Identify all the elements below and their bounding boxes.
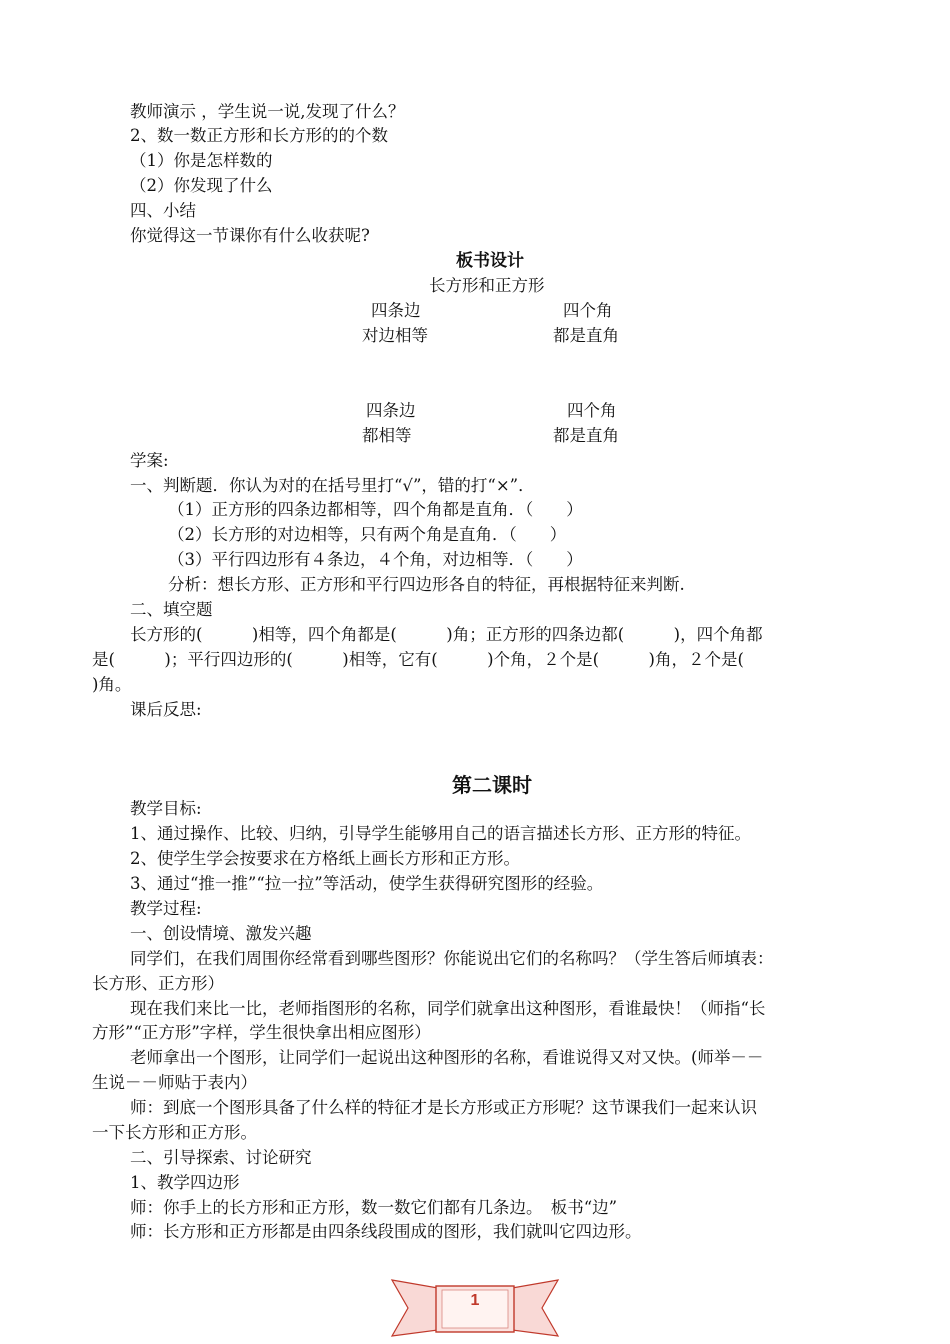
board-text: 都是直角 [553, 426, 619, 445]
process-label: 教学过程: [130, 899, 202, 918]
fill-blank-text: 长方形的( )相等，四个角都是( )角；正方形的四条边都( )，四个角都 [130, 625, 763, 644]
board-design-title: 板书设计 [456, 251, 524, 271]
question-item: （2）长方形的对边相等，只有两个角是直角．（ ） [168, 525, 567, 544]
paragraph-line: 长方形、正方形） [92, 974, 224, 993]
board-text: 都是直角 [553, 326, 619, 345]
worksheet-label: 学案: [130, 451, 169, 470]
goal-item: 1、通过操作、比较、归纳，引导学生能够用自己的语言描述长方形、正方形的特征。 [130, 824, 751, 843]
fill-blank-text: )角。 [92, 675, 132, 694]
subsection-heading: 1、教学四边形 [130, 1173, 240, 1192]
paragraph-line: 现在我们来比一比，老师指图形的名称，同学们就拿出这种图形，看谁最快！（师指“长 [130, 999, 766, 1018]
question-item: （1）正方形的四条边都相等，四个角都是直角．（ ） [168, 500, 583, 519]
goals-label: 教学目标: [130, 799, 202, 818]
text-line: 2、数一数正方形和长方形的的个数 [130, 126, 388, 145]
section-heading: 一、创设情境、激发兴趣 [130, 924, 312, 943]
reflection-label: 课后反思: [130, 700, 202, 719]
board-main-text: 长方形和正方形 [429, 276, 545, 295]
text-line: 教师演示 ，学生说一说,发现了什么？ [130, 102, 405, 121]
paragraph-line: 方形”“正方形”字样，学生很快拿出相应图形） [92, 1023, 431, 1042]
board-text: 四个角 [567, 401, 617, 420]
section-heading: 四、小结 [130, 201, 196, 220]
paragraph-line: 师：到底一个图形具备了什么样的特征才是长方形或正方形呢？这节课我们一起来认识 [130, 1098, 757, 1117]
goal-item: 2、使学生学会按要求在方格纸上画长方形和正方形。 [130, 849, 520, 868]
goal-item: 3、通过“推一推”“拉一拉”等活动，使学生获得研究图形的经验。 [130, 874, 604, 893]
board-text: 都相等 [362, 426, 412, 445]
paragraph-line: 师：长方形和正方形都是由四条线段围成的图形，我们就叫它四边形。 [130, 1222, 642, 1241]
paragraph-line: 生说－－师贴于表内） [92, 1073, 257, 1092]
board-text: 对边相等 [362, 326, 428, 345]
text-line: 你觉得这一节课你有什么收获呢? [130, 226, 370, 245]
lesson-title: 第二课时 [452, 773, 532, 797]
section-heading: 二、引导探索、讨论研究 [130, 1148, 312, 1167]
fill-blank-text: 是( )；平行四边形的( )相等，它有( )个角，２个是( )角，２个是( [92, 650, 744, 669]
question-title: 二、填空题 [130, 600, 213, 619]
question-item: （3）平行四边形有４条边，４个角，对边相等．（ ） [168, 550, 583, 569]
paragraph-line: 老师拿出一个图形，让同学们一起说出这种图形的名称，看谁说得又对又快。(师举－－ [130, 1048, 764, 1067]
paragraph-line: 一下长方形和正方形。 [92, 1123, 257, 1142]
paragraph-line: 师：你手上的长方形和正方形，数一数它们都有几条边。 板书“边” [130, 1198, 618, 1217]
board-text: 四条边 [366, 401, 416, 420]
board-text: 四条边 [371, 301, 421, 320]
text-line: （2）你发现了什么 [130, 176, 273, 195]
paragraph-line: 同学们，在我们周围你经常看到哪些图形？你能说出它们的名称吗？（学生答后师填表： [130, 949, 774, 968]
question-title: 一、判断题．你认为对的在括号里打“√”，错的打“×”． [130, 476, 535, 495]
text-line: （1）你是怎样数的 [130, 151, 273, 170]
analysis-text: 分析：想长方形、正方形和平行四边形各自的特征，再根据特征来判断. [168, 575, 685, 594]
board-text: 四个角 [563, 301, 613, 320]
page-number: 1 [470, 1292, 480, 1309]
